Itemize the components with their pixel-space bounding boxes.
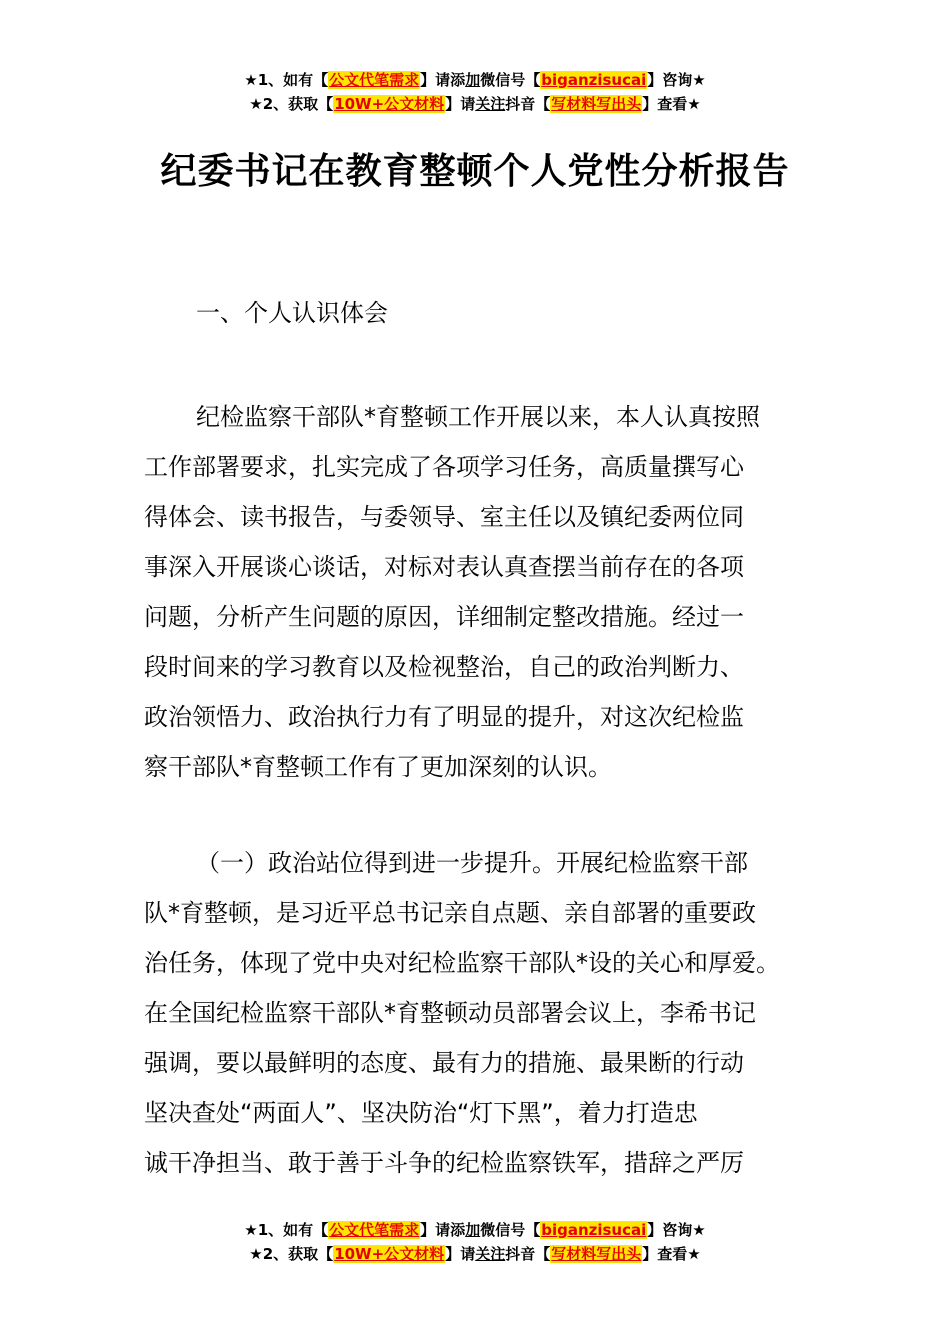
promo-highlight: 公文代笔需求: [329, 71, 420, 89]
text-line: 察干部队*育整顿工作有了更加深刻的认识。: [144, 753, 612, 781]
text-line: 坚决查处“两面人”、坚决防治“灯下黑”，着力打造忠: [144, 1099, 698, 1127]
promo-header: [0, 68, 950, 116]
promo-highlight: 10W+公文材料: [334, 95, 445, 113]
section-heading: 一、个人认识体会: [196, 299, 388, 327]
text-line: 治任务，体现了党中央对纪检监察干部队*设的关心和厚爱。: [144, 949, 780, 977]
text-line: 得体会、读书报告，与委领导、室主任以及镇纪委两位同: [144, 503, 744, 531]
text-line: 段时间来的学习教育以及检视整治，自己的政治判断力、: [144, 653, 744, 681]
text-line: 事深入开展谈心谈话，对标对表认真查摆当前存在的各项: [144, 553, 744, 581]
promo-footer: [0, 1218, 950, 1266]
text-line: 队*育整顿，是习近平总书记亲自点题、亲自部署的重要政: [144, 899, 756, 927]
text-line: 政治领悟力、政治执行力有了明显的提升，对这次纪检监: [144, 703, 744, 731]
text-line: 纪检监察干部队*育整顿工作开展以来，本人认真按照: [196, 403, 760, 431]
text-line: 工作部署要求，扎实完成了各项学习任务，高质量撰写心: [144, 453, 744, 481]
document-title: 纪委书记在教育整顿个人党性分析报告: [160, 151, 790, 192]
text-line: 问题，分析产生问题的原因，详细制定整改措施。经过一: [144, 603, 744, 631]
text-line: 在全国纪检监察干部队*育整顿动员部署会议上，李希书记: [144, 999, 756, 1027]
douyin-id: 写材料写出头: [551, 1245, 642, 1263]
promo-line-2: ★2、获取【10W+公文材料】请关注抖音【写材料写出头】查看★: [249, 1245, 701, 1263]
text-line: 强调，要以最鲜明的态度、最有力的措施、最果断的行动: [144, 1049, 744, 1077]
promo-highlight: 公文代笔需求: [329, 1221, 420, 1239]
promo-line-2: ★2、获取【10W+公文材料】请关注抖音【写材料写出头】查看★: [249, 95, 701, 113]
paragraph-1: [144, 392, 824, 792]
text-line: （一）政治站位得到进一步提升。开展纪检监察干部: [196, 849, 748, 877]
wechat-id: biganzisucai: [541, 1221, 647, 1239]
wechat-id: biganzisucai: [541, 71, 647, 89]
text-line: 诚干净担当、敢于善于斗争的纪检监察铁军，措辞之严厉: [144, 1149, 744, 1177]
promo-highlight: 10W+公文材料: [334, 1245, 445, 1263]
promo-line-1: ★1、如有【公文代笔需求】请添加微信号【biganzisucai】咨询★: [244, 71, 706, 89]
paragraph-2: [144, 838, 824, 1188]
promo-line-1: ★1、如有【公文代笔需求】请添加微信号【biganzisucai】咨询★: [244, 1221, 706, 1239]
douyin-id: 写材料写出头: [551, 95, 642, 113]
